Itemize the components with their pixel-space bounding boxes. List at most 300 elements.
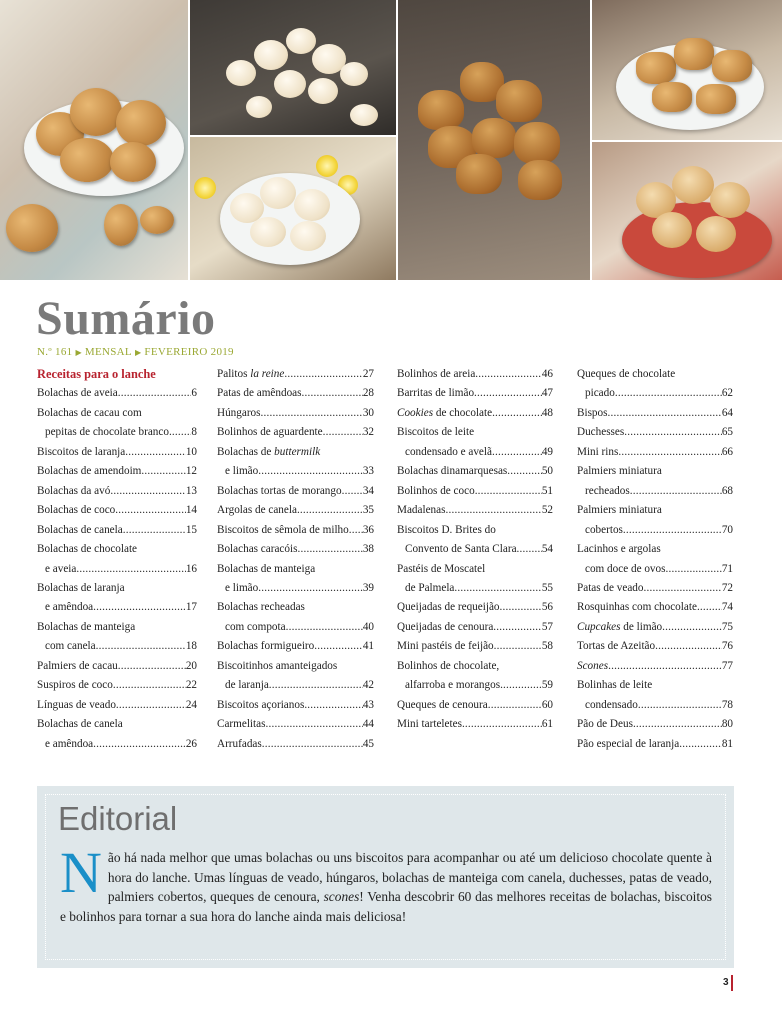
page-title: Sumário [36,292,216,345]
triangle-icon: ▶ [134,348,142,357]
issue-number: N.º 161 [37,346,73,358]
toc-entry-title [585,696,638,715]
toc-entry-leader [618,443,721,462]
toc-entry-leader [492,404,542,423]
toc-entry[interactable] [397,696,553,715]
toc-entry-line1 [217,598,374,617]
toc-entry-title [397,598,500,617]
toc-entry-title [577,579,643,598]
toc-entry[interactable] [577,521,733,540]
toc-entry-page: 16 [185,562,197,575]
toc-entry-title [225,462,258,481]
toc-entry-line1-text: Bolachas recheadas [217,601,305,614]
toc-entry-title-text: Barritas de limão [397,387,475,400]
toc-entry-title-text: Patas de amêndoas [217,387,302,400]
toc-entry[interactable] [397,482,553,501]
toc-entry[interactable] [577,423,733,442]
toc-entry-title [217,423,323,442]
toc-entry-title-text: Bolachas de aveia [37,387,118,400]
toc-entry[interactable] [37,482,197,501]
toc-entry[interactable] [37,521,197,540]
toc-entry[interactable] [397,540,553,559]
toc-entry-leader [630,482,722,501]
toc-entry-leader [638,696,722,715]
toc-entry-leader [342,482,363,501]
toc-entry-title [577,715,633,734]
toc-entry-title-text: e aveia [45,562,77,575]
toc-entry-page: 56 [541,601,553,614]
toc-entry-page: 24 [185,698,197,711]
toc-entry-title [397,404,492,423]
toc-entry-title-text: com doce de ovos [585,562,666,575]
toc-entry-title-text: picado [585,387,615,400]
toc-entry[interactable] [217,404,374,423]
toc-entry-title-text: Patas de veado [577,581,644,594]
toc-entry-line1-text: Biscoitos de leite [397,426,475,439]
toc-entry-leader [265,715,362,734]
toc-entry-title-text: Mini pastéis de feijão [397,640,494,653]
toc-entry[interactable] [37,423,197,442]
toc-entry[interactable] [217,676,374,695]
toc-entry[interactable] [577,598,733,617]
toc-entry[interactable] [217,501,374,520]
triangle-icon: ▶ [75,348,82,357]
toc-entry-leader [125,443,186,462]
toc-entry-leader [96,637,186,656]
toc-entry-page: 28 [362,387,374,400]
editorial-text-part2: ! Venha descobrir 60 das melhores receitas de bolachas, biscoitos e bolinhos para tornar a sua hora do lanche ainda mais deliciosa! [60,889,712,924]
toc-entry-page: 68 [721,484,733,497]
toc-entry-title-text: com canela [45,640,96,653]
toc-entry[interactable] [37,462,197,481]
toc-entry[interactable] [217,579,374,598]
toc-entry-title [217,715,265,734]
toc-entry-line1 [37,540,197,559]
toc-entry-page: 62 [721,387,733,400]
toc-entry-page: 65 [721,426,733,439]
toc-entry-title [217,637,314,656]
toc-entry-page: 51 [541,484,553,497]
toc-entry-page: 26 [185,737,197,750]
toc-entry-title [37,462,141,481]
toc-entry-leader [118,657,186,676]
toc-entry-leader [643,579,721,598]
editorial-text [60,840,712,926]
toc-entry[interactable] [217,462,374,481]
toc-entry-title [37,482,110,501]
toc-entry[interactable] [577,637,733,656]
toc-entry-title-text: Biscoitos de sêmola de milho [217,523,349,536]
toc-entry-title [217,540,297,559]
toc-entry-title-text: de limão [623,620,663,633]
toc-entry-page: 35 [362,504,374,517]
toc-entry-title-text: Bolachas dinamarquesas [397,465,508,478]
toc-entry-page: 42 [362,679,374,692]
toc-entry-leader [507,462,542,481]
toc-entry-title [585,482,630,501]
toc-entry-page: 27 [362,368,374,380]
toc-entry-line1-text: Bolachas de laranja [37,581,125,594]
toc-entry[interactable] [577,618,733,637]
editorial-text-italic: scones [323,889,360,905]
toc-entry-title [217,384,302,403]
toc-entry[interactable] [37,598,197,617]
toc-entry-title [217,521,349,540]
toc-entry[interactable] [397,618,553,637]
toc-entry[interactable] [397,579,553,598]
toc-entry[interactable] [37,443,197,462]
toc-entry-page: 80 [721,718,733,731]
coconut-cookies-photo [592,142,782,280]
toc-entry-title [577,404,607,423]
toc-entry-leader [302,384,363,403]
toc-entry-leader [261,404,363,423]
toc-entry-page: 64 [721,406,733,419]
toc-entry[interactable] [217,482,374,501]
toc-entry-title [577,598,697,617]
madeleines-photo [398,0,590,280]
toc-entry[interactable] [577,560,733,579]
toc-entry-title-text: Bolachas formigueiro [217,640,315,653]
toc-entry-title [45,423,169,442]
toc-entry-line1 [217,657,374,676]
toc-entry-line1 [397,560,553,579]
toc-entry-title [397,501,445,520]
toc-column-1 [37,365,197,754]
toc-entry[interactable] [217,423,374,442]
toc-entry-page: 8 [191,426,197,439]
toc-entry-title-text: Palmiers de cacau [37,659,118,672]
toc-entry-leader [475,365,542,384]
toc-entry[interactable] [217,696,374,715]
toc-entry-page: 32 [362,426,374,439]
toc-entry-leader [488,696,542,715]
toc-entry-title [45,637,96,656]
toc-entry-title-text: Queijadas de cenoura [397,620,494,633]
toc-entry-title-text: Bolinhos de coco [397,484,475,497]
toc-entry-leader [679,735,722,754]
toc-entry-page: 47 [541,387,553,400]
toc-entry-title [37,443,125,462]
toc-entry[interactable] [397,676,553,695]
toc-entry-page: 17 [185,601,197,614]
toc-entry-page: 43 [362,698,374,711]
toc-entry-title [397,384,474,403]
toc-entry-leader [258,579,363,598]
toc-entry[interactable] [577,443,733,462]
toc-entry-title [225,579,258,598]
toc-entry-title-text: Suspiros de coco [37,679,113,692]
toc-entry-title-text: de chocolate [435,406,493,419]
toc-entry-page: 12 [185,465,197,478]
editorial-text-part1: ão há nada melhor que umas bolachas ou uns biscoitos para acompanhar ou até um delicioso chocolate quente à hora do lanche. Umas línguas de veado, húngaros, bolachas de manteiga com canela, duchesses, patas de veado, palmiers cobertos, queques de cenoura, [107,850,712,905]
toc-entry-leader [454,579,541,598]
toc-entry-leader [93,735,186,754]
toc-entry-title-text: de Palmela [405,581,455,594]
toc-entry-leader [169,423,191,442]
toc-entry[interactable] [577,735,733,754]
toc-entry[interactable] [577,696,733,715]
toc-entry[interactable] [37,657,197,676]
toc-entry[interactable] [577,404,733,423]
toc-entry-title-text: e limão [225,465,259,478]
toc-entry-title-text: pepitas de chocolate branco [45,426,169,439]
toc-entry-leader [115,501,186,520]
toc-entry[interactable] [217,637,374,656]
toc-entry-title-text: Rosquinhas com chocolate [577,601,697,614]
toc-entry-page: 59 [541,679,553,692]
toc-entry-title-text: Bolachas de coco [37,504,116,517]
toc-entry-title-text: Queijadas de requeijão [397,601,500,614]
toc-entry-line1 [577,540,733,559]
toc-entry-title [37,676,113,695]
toc-entry-title [405,676,500,695]
toc-entry-page: 38 [362,543,374,556]
toc-entry-title-text: e amêndoa [45,601,94,614]
toc-entry[interactable] [217,521,374,540]
page-number: 3 [723,977,729,988]
toc-entry-leader [662,618,722,637]
toc-entry-leader [474,384,542,403]
toc-entry-title [577,735,679,754]
toc-entry-title-italic: Cookies [397,406,434,419]
toc-entry-leader [655,637,722,656]
toc-entry-title [585,384,615,403]
toc-entry-leader [323,423,363,442]
meringues-photo [190,0,396,135]
toc-entry-title [397,715,462,734]
toc-entry-title-text: Mini tarteletes [397,718,462,731]
toc-entry-page: 78 [721,698,733,711]
toc-entry-leader [492,443,542,462]
toc-entry-title-text: Bolinhos de aguardente [217,426,323,439]
toc-entry-page: 74 [721,601,733,614]
toc-column-3 [397,365,553,735]
toc-entry-page: 41 [362,640,374,653]
editorial-dropcap: N [60,840,102,905]
toc-entry-title [397,462,507,481]
toc-entry[interactable] [37,696,197,715]
toc-entry-title [405,579,454,598]
toc-entry-leader [665,560,721,579]
toc-entry[interactable] [217,618,374,637]
toc-entry[interactable] [397,501,553,520]
toc-entry-page: 48 [541,406,553,419]
toc-entry-title-text: Convento de Santa Clara [405,543,517,556]
toc-entry-title [37,696,116,715]
toc-entry-title [397,365,475,384]
toc-entry-title-italic: la reine [250,368,285,380]
toc-entry-leader [633,715,722,734]
toc-column-4 [577,365,733,754]
toc-entry-page: 33 [362,465,374,478]
toc-entry-line1 [37,618,197,637]
toc-entry-title [585,560,665,579]
oat-cookies-photo [0,0,188,280]
toc-entry-title-text: condensado e avelã [405,445,492,458]
toc-entry[interactable] [577,579,733,598]
toc-entry[interactable] [217,540,374,559]
editorial-box [37,786,734,968]
toc-entry-title-text: Bolinhos de areia [397,368,476,380]
toc-entry-title [217,365,284,384]
toc-entry-title [225,618,286,637]
toc-entry-page: 60 [541,698,553,711]
toc-entry-leader [517,540,542,559]
toc-entry-line1-text: Bolachas de manteiga [217,562,316,575]
toc-entry-leader [141,462,185,481]
toc-entry-leader [445,501,541,520]
toc-entry-title-text: Bolachas de amendoim [37,465,142,478]
toc-entry-title-text: Queques de cenoura [397,698,488,711]
toc-entry-page: 30 [362,406,374,419]
toc-entry-title [397,637,494,656]
toc-entry-leader [93,598,186,617]
toc-entry-title-text: recheados [585,484,630,497]
toc-entry[interactable] [397,598,553,617]
toc-entry[interactable] [577,657,733,676]
toc-entry-title-text: Mini rins [577,445,619,458]
toc-entry-title-text: Biscoitos açorianos [217,698,305,711]
toc-entry-title-text: com compota [225,620,286,633]
toc-entry-line1 [37,404,197,423]
toc-entry-title-text: Arrufadas [217,737,262,750]
toc-entry-title-text: Bolachas da avó [37,484,111,497]
toc-entry-title-text: Madalenas [397,504,446,517]
toc-entry-page: 18 [185,640,197,653]
toc-entry-page: 15 [185,523,197,536]
toc-entry-title [577,657,608,676]
toc-entry-page: 54 [541,543,553,556]
toc-entry-line1-text: Bolachas de [217,445,272,458]
toc-entry[interactable] [37,735,197,754]
toc-entry-page: 75 [721,620,733,633]
toc-entry[interactable] [397,443,553,462]
toc-entry-title [397,482,475,501]
toc-entry-title-text: Bolachas tortas de morango [217,484,342,497]
toc-entry-leader [297,501,363,520]
toc-entry-title [577,618,662,637]
toc-entry-page: 34 [362,484,374,497]
toc-entry[interactable] [37,560,197,579]
toc-entry-line1-text: Bolachas de manteiga [37,620,136,633]
toc-entry[interactable] [37,676,197,695]
toc-entry-page: 10 [185,445,197,458]
toc-entry-title-text: e limão [225,581,259,594]
toc-entry-page: 61 [541,718,553,731]
toc-entry-title [37,521,123,540]
toc-entry-leader [110,482,185,501]
toc-entry-leader [607,404,721,423]
toc-entry[interactable] [397,365,553,384]
toc-entry-page: 13 [185,484,197,497]
toc-entry[interactable] [397,462,553,481]
toc-entry-title [37,384,118,403]
page-number-bar [731,975,733,991]
toc-entry-page: 22 [185,679,197,692]
toc-entry[interactable] [217,735,374,754]
toc-entry-line1-text: Biscoitinhos amanteigados [217,659,338,672]
photo-strip [0,0,782,280]
editorial-heading: Editorial [58,800,178,837]
toc-entry-leader [286,618,363,637]
toc-entry-leader [500,676,542,695]
toc-entry-title [217,501,297,520]
toc-entry-title [397,696,488,715]
toc-entry-title [37,501,115,520]
toc-entry-title [405,443,492,462]
toc-entry[interactable] [397,404,553,423]
toc-entry-line1 [37,579,197,598]
toc-entry-line1-text: Bolinhas de leite [577,679,653,692]
toc-entry-leader [76,560,185,579]
toc-entry[interactable] [397,637,553,656]
toc-entry-title-text: Palitos [217,368,248,380]
toc-entry-title-text: Carmelitas [217,718,266,731]
toc-entry-leader [284,365,362,384]
toc-entry-title-text: de laranja [225,679,269,692]
toc-entry-title-text: Pão especial de laranja [577,737,680,750]
palmiers-photo [592,0,782,140]
toc-entry-page: 39 [362,581,374,594]
toc-entry-leader [118,384,192,403]
toc-entry[interactable] [217,365,374,384]
toc-entry[interactable] [397,384,553,403]
toc-entry[interactable] [217,384,374,403]
toc-entry-line1-text: Lacinhos e argolas [577,543,661,556]
toc-entry[interactable] [577,482,733,501]
toc-entry-title [37,657,118,676]
toc-entry-title-text: Línguas de veado [37,698,116,711]
toc-entry-line1-text: Biscoitos D. Brites do [397,523,496,536]
toc-entry-line1 [577,365,733,384]
toc-entry-leader [623,521,722,540]
toc-entry-title-italic: Cupcakes [577,620,621,633]
toc-entry-line1-text: Bolachas de canela [37,718,123,731]
toc-entry-title [397,618,493,637]
toc-entry-title [217,696,304,715]
toc-entry[interactable] [37,384,197,403]
toc-entry-line1 [217,443,374,462]
toc-entry[interactable] [577,384,733,403]
toc-entry-page: 70 [721,523,733,536]
toc-column-2 [217,365,374,754]
toc-entry-page: 36 [362,523,374,536]
toc-entry-title-text: Bispos [577,406,608,419]
toc-entry-leader [116,696,186,715]
toc-entry[interactable] [217,715,374,734]
toc-entry-page: 6 [191,387,197,400]
toc-entry[interactable] [37,637,197,656]
toc-entry-line1-text: Palmiers miniatura [577,465,662,478]
toc-entry-title [225,676,269,695]
toc-entry-leader [262,735,363,754]
toc-entry-title-italic: Scones [577,659,609,672]
toc-entry-title-text: Húngaros [217,406,261,419]
toc-entry-title [405,540,517,559]
toc-entry-line1 [577,676,733,695]
toc-entry[interactable] [577,715,733,734]
toc-entry-page: 44 [362,718,374,731]
toc-entry[interactable] [397,715,553,734]
toc-entry-title [217,735,262,754]
toc-entry-title-text: Bolachas caracóis [217,543,298,556]
toc-entry-page: 66 [721,445,733,458]
toc-entry-line1 [37,715,197,734]
toc-entry-title-text: condensado [585,698,638,711]
toc-entry[interactable] [37,501,197,520]
toc-entry-line1-text: Bolachas de cacau com [37,406,142,419]
